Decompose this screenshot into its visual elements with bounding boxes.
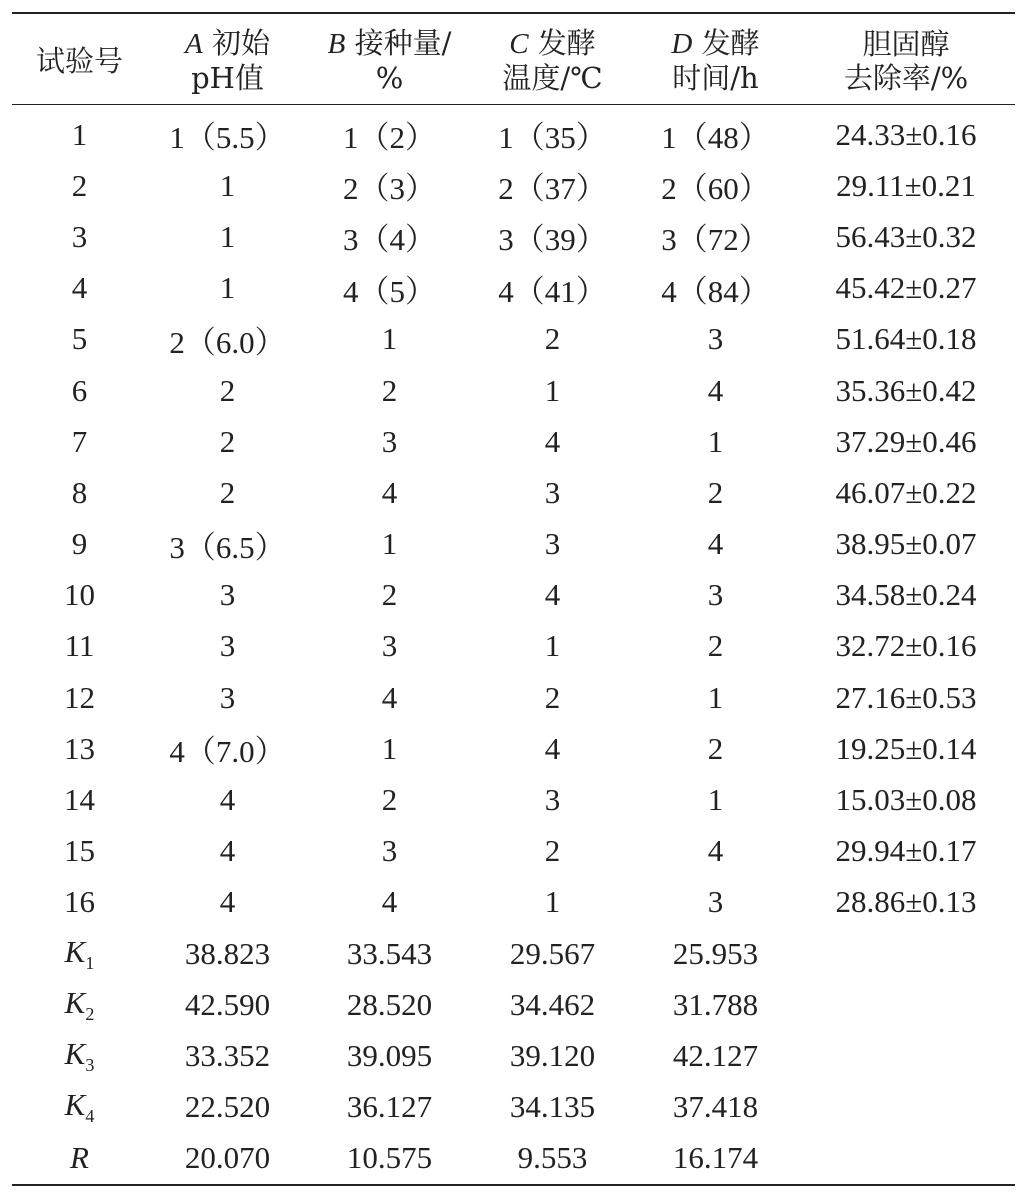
factor-letter: A xyxy=(185,28,203,60)
cell-trial-no: 13 xyxy=(64,730,95,766)
summary-letter: K xyxy=(64,933,86,969)
cell-removal-rate: 45.42±0.27 xyxy=(835,270,977,306)
summary-cell-factor-a: 33.352 xyxy=(184,1037,271,1073)
orthogonal-test-table-container xyxy=(12,12,1015,1186)
summary-cell-removal-rate xyxy=(797,1082,1015,1133)
summary-subscript: 4 xyxy=(85,1106,95,1127)
cell-factor-a: 2（6.0） xyxy=(169,324,286,360)
cell-factor-d: 4 xyxy=(707,526,724,562)
table-row xyxy=(12,314,1015,365)
orthogonal-test-table xyxy=(12,14,1015,1184)
cell-factor-b: 3 xyxy=(381,423,398,459)
cell-factor-a: 4 xyxy=(219,884,236,920)
cell-factor-c: 2 xyxy=(544,833,561,869)
summary-cell-factor-b: 33.543 xyxy=(346,935,433,971)
summary-letter: K xyxy=(64,1087,86,1123)
cell-factor-d: 1 xyxy=(707,679,724,715)
summary-label xyxy=(12,1082,147,1133)
cell-trial-no: 2 xyxy=(71,167,88,203)
header-line: 发酵 xyxy=(537,26,596,60)
cell-factor-b: 2（3） xyxy=(343,171,436,207)
factor-letter: C xyxy=(509,28,529,60)
cell-factor-c: 4（41） xyxy=(498,273,607,309)
cell-removal-rate: 19.25±0.14 xyxy=(835,730,977,766)
header-factor-c xyxy=(471,14,634,104)
table-body xyxy=(12,105,1015,1184)
summary-cell-factor-b: 39.095 xyxy=(346,1037,433,1073)
summary-cell-factor-a: 22.520 xyxy=(184,1089,271,1125)
summary-row xyxy=(12,1082,1015,1133)
cell-factor-c: 1 xyxy=(544,372,561,408)
cell-factor-d: 4 xyxy=(707,833,724,869)
cell-factor-d: 1（48） xyxy=(661,120,770,156)
table-row xyxy=(12,621,1015,672)
cell-trial-no: 3 xyxy=(71,218,88,254)
cell-factor-c: 2（37） xyxy=(498,171,607,207)
summary-cell-factor-a: 38.823 xyxy=(184,935,271,971)
cell-factor-c: 3（39） xyxy=(498,222,607,258)
cell-factor-b: 1 xyxy=(381,730,398,766)
cell-factor-b: 4 xyxy=(381,679,398,715)
summary-cell-removal-rate xyxy=(797,979,1015,1030)
factor-letter: B xyxy=(327,28,346,60)
table-row xyxy=(12,263,1015,314)
table-row xyxy=(12,416,1015,467)
summary-cell-factor-c: 34.462 xyxy=(509,986,596,1022)
cell-factor-c: 4 xyxy=(544,423,561,459)
cell-factor-d: 2 xyxy=(707,474,724,510)
cell-factor-c: 4 xyxy=(544,730,561,766)
cell-factor-b: 2 xyxy=(381,577,398,613)
summary-cell-factor-d: 42.127 xyxy=(672,1037,759,1073)
table-row xyxy=(12,519,1015,570)
table-row xyxy=(12,365,1015,416)
summary-letter: R xyxy=(70,1140,89,1176)
header-line: 温度/℃ xyxy=(502,61,603,95)
table-row xyxy=(12,160,1015,211)
cell-trial-no: 12 xyxy=(64,679,95,715)
cell-factor-c: 1 xyxy=(544,884,561,920)
summary-cell-factor-b: 28.520 xyxy=(346,986,433,1022)
table-row xyxy=(12,877,1015,928)
cell-factor-d: 2 xyxy=(707,628,724,664)
cell-factor-a: 2 xyxy=(219,423,236,459)
cell-factor-b: 3 xyxy=(381,628,398,664)
cell-factor-b: 4 xyxy=(381,884,398,920)
table-row xyxy=(12,105,1015,160)
summary-row xyxy=(12,928,1015,979)
summary-label xyxy=(12,928,147,979)
header-line: 去除率/% xyxy=(843,60,969,95)
header-line: 接种量/ xyxy=(354,26,452,60)
header-trial-no xyxy=(12,14,147,104)
cell-factor-d: 3 xyxy=(707,577,724,613)
cell-factor-d: 1 xyxy=(707,423,724,459)
summary-row xyxy=(12,979,1015,1030)
summary-cell-factor-d: 37.418 xyxy=(672,1089,759,1125)
summary-cell-removal-rate xyxy=(797,1133,1015,1184)
cell-factor-c: 3 xyxy=(544,526,561,562)
summary-cell-factor-a: 42.590 xyxy=(184,986,271,1022)
cell-trial-no: 8 xyxy=(71,474,88,510)
factor-letter: D xyxy=(671,28,693,60)
table-row xyxy=(12,774,1015,825)
header-line: % xyxy=(375,61,404,95)
cell-factor-b: 4 xyxy=(381,474,398,510)
cell-factor-a: 1 xyxy=(219,218,236,254)
cell-factor-d: 2（60） xyxy=(661,171,770,207)
summary-label xyxy=(12,1030,147,1081)
cell-removal-rate: 32.72±0.16 xyxy=(835,628,977,664)
cell-factor-b: 2 xyxy=(381,782,398,818)
header-factor-b xyxy=(308,14,471,104)
summary-cell-factor-c: 9.553 xyxy=(517,1140,588,1176)
cell-trial-no: 14 xyxy=(64,782,95,818)
summary-subscript: 2 xyxy=(85,1003,95,1024)
cell-trial-no: 6 xyxy=(71,372,88,408)
summary-row xyxy=(12,1030,1015,1081)
cell-factor-d: 4 xyxy=(707,372,724,408)
cell-removal-rate: 15.03±0.08 xyxy=(835,782,977,818)
cell-factor-d: 1 xyxy=(707,782,724,818)
cell-factor-d: 2 xyxy=(707,730,724,766)
cell-factor-a: 4（7.0） xyxy=(169,734,286,770)
summary-cell-removal-rate xyxy=(797,1030,1015,1081)
cell-removal-rate: 37.29±0.46 xyxy=(835,423,977,459)
cell-trial-no: 15 xyxy=(64,833,95,869)
cell-factor-c: 3 xyxy=(544,474,561,510)
summary-label xyxy=(12,979,147,1030)
cell-factor-a: 4 xyxy=(219,782,236,818)
table-row xyxy=(12,826,1015,877)
cell-trial-no: 16 xyxy=(64,884,95,920)
summary-subscript: 3 xyxy=(85,1055,95,1076)
header-line: pH值 xyxy=(191,61,264,95)
summary-cell-factor-c: 34.135 xyxy=(509,1089,596,1125)
cell-trial-no: 11 xyxy=(64,628,95,664)
cell-trial-no: 1 xyxy=(71,116,88,152)
cell-factor-a: 1（5.5） xyxy=(169,120,286,156)
cell-factor-d: 3 xyxy=(707,321,724,357)
cell-removal-rate: 28.86±0.13 xyxy=(835,884,977,920)
cell-trial-no: 10 xyxy=(64,577,95,613)
table-bottom-rule xyxy=(12,1184,1015,1186)
summary-cell-factor-d: 16.174 xyxy=(672,1140,759,1176)
cell-factor-b: 1 xyxy=(381,526,398,562)
header-line: 初始 xyxy=(211,26,270,60)
header-line: 胆固醇 xyxy=(862,26,950,61)
cell-trial-no: 4 xyxy=(71,270,88,306)
cell-trial-no: 7 xyxy=(71,423,88,459)
cell-removal-rate: 29.11±0.21 xyxy=(836,167,976,203)
cell-removal-rate: 24.33±0.16 xyxy=(835,116,977,152)
summary-cell-factor-d: 31.788 xyxy=(672,986,759,1022)
table-row xyxy=(12,211,1015,262)
summary-cell-factor-b: 36.127 xyxy=(346,1089,433,1125)
cell-removal-rate: 38.95±0.07 xyxy=(835,526,977,562)
cell-removal-rate: 27.16±0.53 xyxy=(835,679,977,715)
cell-factor-b: 3（4） xyxy=(343,222,436,258)
cell-removal-rate: 34.58±0.24 xyxy=(835,577,977,613)
summary-cell-factor-d: 25.953 xyxy=(672,935,759,971)
cell-removal-rate: 29.94±0.17 xyxy=(835,833,977,869)
cell-factor-c: 1（35） xyxy=(498,120,607,156)
cell-factor-a: 2 xyxy=(219,474,236,510)
cell-factor-c: 1 xyxy=(544,628,561,664)
cell-factor-d: 3（72） xyxy=(661,222,770,258)
cell-factor-c: 4 xyxy=(544,577,561,613)
cell-factor-a: 3 xyxy=(219,577,236,613)
summary-letter: K xyxy=(64,1035,86,1071)
cell-trial-no: 9 xyxy=(71,526,88,562)
table-row xyxy=(12,570,1015,621)
cell-factor-c: 2 xyxy=(544,679,561,715)
cell-factor-a: 1 xyxy=(219,270,236,306)
header-line: 时间/h xyxy=(672,61,759,95)
cell-factor-a: 1 xyxy=(219,167,236,203)
header-line: 发酵 xyxy=(701,26,760,60)
cell-factor-c: 3 xyxy=(544,782,561,818)
summary-cell-factor-c: 39.120 xyxy=(509,1037,596,1073)
header-factor-a xyxy=(147,14,308,104)
cell-factor-c: 2 xyxy=(544,321,561,357)
cell-factor-b: 1（2） xyxy=(343,120,436,156)
table-row xyxy=(12,467,1015,518)
summary-label xyxy=(12,1133,147,1184)
cell-removal-rate: 46.07±0.22 xyxy=(835,474,977,510)
summary-letter: K xyxy=(64,984,86,1020)
cell-factor-b: 4（5） xyxy=(343,273,436,309)
summary-row xyxy=(12,1133,1015,1184)
cell-factor-b: 2 xyxy=(381,372,398,408)
cell-factor-d: 4（84） xyxy=(661,273,770,309)
table-row xyxy=(12,672,1015,723)
header-line: 试验号 xyxy=(35,43,123,78)
cell-factor-b: 3 xyxy=(381,833,398,869)
cell-factor-d: 3 xyxy=(707,884,724,920)
summary-cell-factor-a: 20.070 xyxy=(184,1140,271,1176)
summary-cell-removal-rate xyxy=(797,928,1015,979)
summary-cell-factor-c: 29.567 xyxy=(509,935,596,971)
cell-factor-a: 3（6.5） xyxy=(169,529,286,565)
cell-removal-rate: 35.36±0.42 xyxy=(835,372,977,408)
header-factor-d xyxy=(634,14,797,104)
cell-removal-rate: 56.43±0.32 xyxy=(835,218,977,254)
summary-cell-factor-b: 10.575 xyxy=(346,1140,433,1176)
cell-removal-rate: 51.64±0.18 xyxy=(835,321,977,357)
header-row xyxy=(12,14,1015,104)
header-cholesterol-removal xyxy=(797,14,1015,104)
summary-subscript: 1 xyxy=(85,952,95,973)
table-row xyxy=(12,723,1015,774)
cell-factor-a: 2 xyxy=(219,372,236,408)
cell-factor-b: 1 xyxy=(381,321,398,357)
cell-factor-a: 3 xyxy=(219,628,236,664)
cell-trial-no: 5 xyxy=(71,321,88,357)
cell-factor-a: 3 xyxy=(219,679,236,715)
cell-factor-a: 4 xyxy=(219,833,236,869)
